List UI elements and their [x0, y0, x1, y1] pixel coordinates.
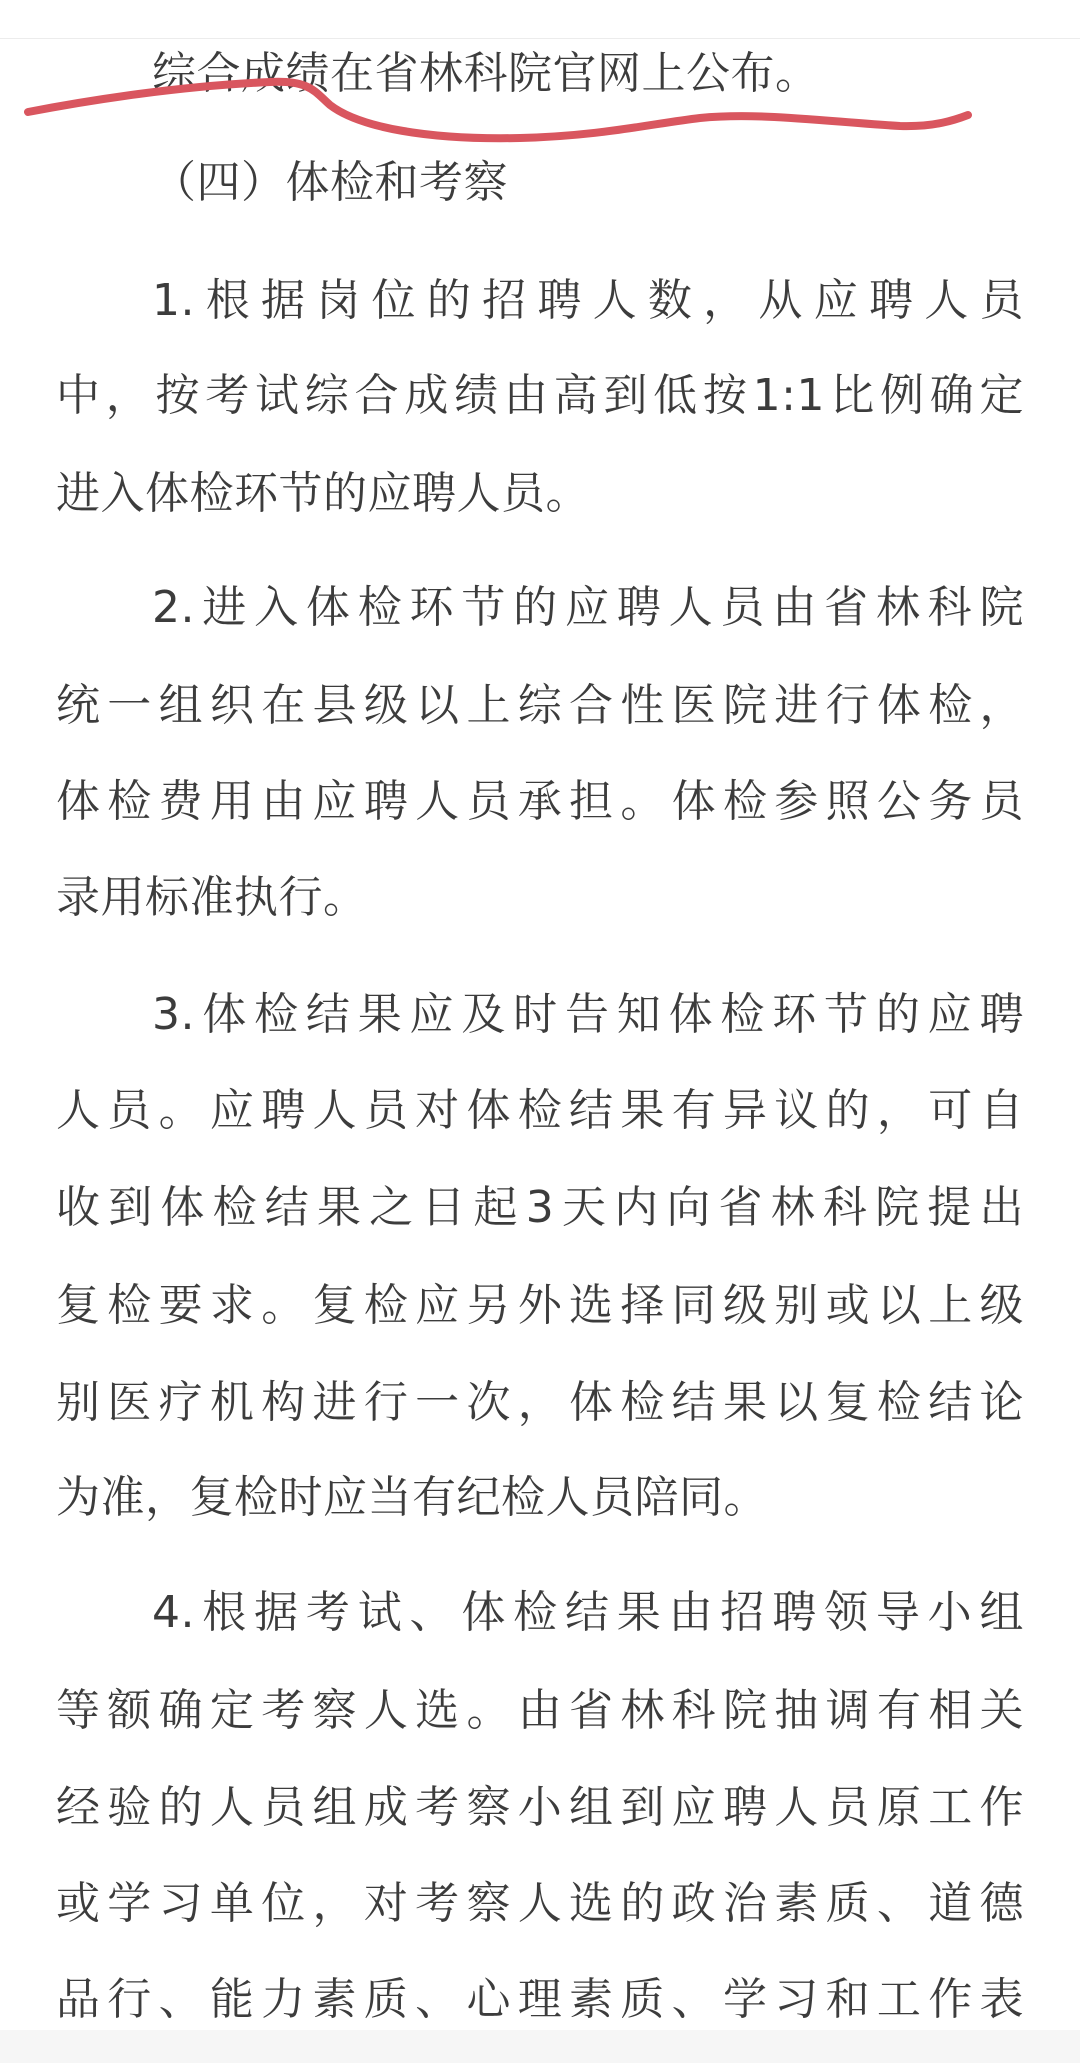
paragraph-3-line-2: 人员。应聘人员对体检结果有异议的，可自 — [56, 1085, 1024, 1136]
paragraph-2-line-2: 统一组织在县级以上综合性医院进行体检， — [56, 680, 1024, 731]
section-heading: （四）体检和考察 — [152, 157, 508, 208]
paragraph-4-line-4: 或学习单位，对考察人选的政治素质、道德 — [56, 1878, 1024, 1929]
paragraph-3-line-1: 3.体检结果应及时告知体检环节的应聘 — [152, 989, 1024, 1040]
paragraph-3-line-4: 复检要求。复检应另外选择同级别或以上级 — [56, 1280, 1024, 1331]
paragraph-4-line-5: 品行、能力素质、心理素质、学习和工作表 — [56, 1974, 1024, 2025]
paragraph-1-line-1: 1.根据岗位的招聘人数，从应聘人员 — [152, 275, 1024, 326]
text-line-publish-notice: 综合成绩在省林科院官网上公布。 — [152, 48, 820, 99]
bottom-edge — [0, 2030, 1080, 2063]
divider — [0, 38, 1080, 39]
paragraph-4-line-2: 等额确定考察人选。由省林科院抽调有相关 — [56, 1685, 1024, 1736]
paragraph-3-line-3: 收到体检结果之日起3天内向省林科院提出 — [56, 1182, 1024, 1233]
paragraph-4-line-1: 4.根据考试、体检结果由招聘领导小组 — [152, 1587, 1024, 1638]
paragraph-2-line-4: 录用标准执行。 — [56, 872, 368, 923]
paragraph-3-line-6: 为准，复检时应当有纪检人员陪同。 — [56, 1472, 768, 1523]
paragraph-4-line-3: 经验的人员组成考察小组到应聘人员原工作 — [56, 1782, 1024, 1833]
paragraph-2-line-1: 2.进入体检环节的应聘人员由省林科院 — [152, 582, 1024, 633]
paragraph-1-line-3: 进入体检环节的应聘人员。 — [56, 468, 590, 519]
paragraph-3-line-5: 别医疗机构进行一次，体检结果以复检结论 — [56, 1377, 1024, 1428]
paragraph-2-line-3: 体检费用由应聘人员承担。体检参照公务员 — [56, 776, 1024, 827]
paragraph-1-line-2: 中，按考试综合成绩由高到低按1:1比例确定 — [56, 370, 1024, 421]
